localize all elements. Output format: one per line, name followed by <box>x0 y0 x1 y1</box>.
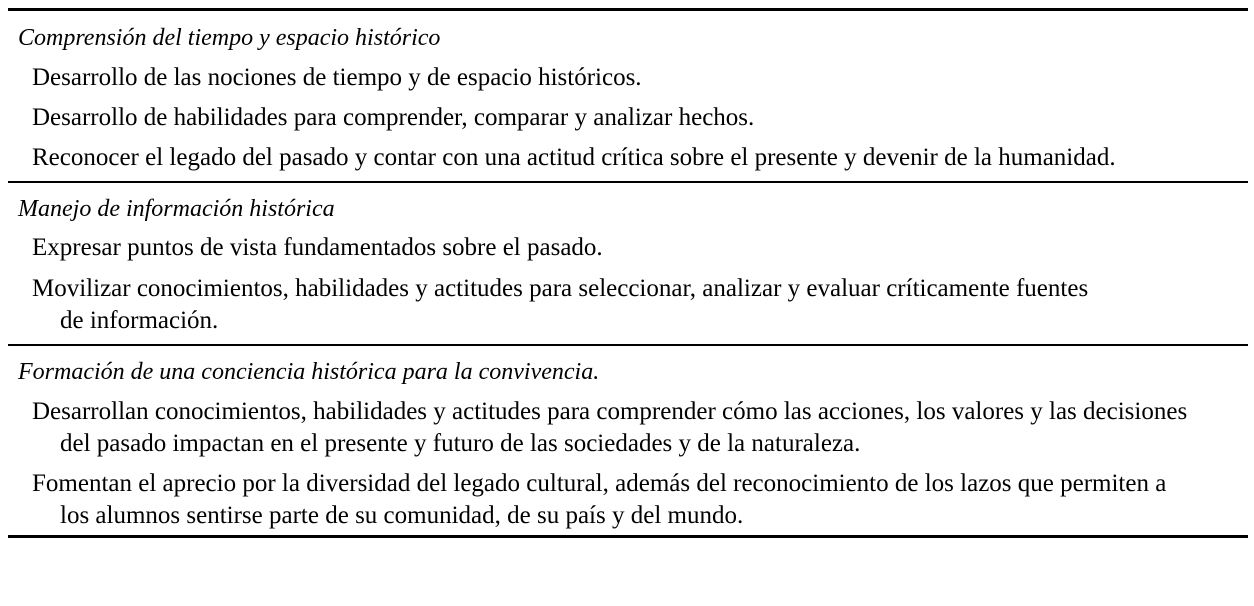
section-historical-consciousness <box>8 346 1248 535</box>
competencies-table <box>8 8 1248 538</box>
section-title: Formación de una conciencia histórica para la convivencia. <box>18 359 600 385</box>
list-item: Desarrollan conocimientos, habilidades y actitudes para comprender cómo las acciones, los valores y las decisiones del pasado impactan en el presente y futuro de las sociedades y de la naturaleza. <box>32 398 1188 457</box>
list-item: Expresar puntos de vista fundamentados sobre el pasado. <box>32 234 603 261</box>
section-historical-information <box>8 183 1248 344</box>
list-item: Desarrollo de habilidades para comprender, comparar y analizar hechos. <box>32 104 755 131</box>
list-item: Fomentan el aprecio por la diversidad del legado cultural, además del reconocimiento de los lazos que permiten a los alumnos sentirse parte de su comunidad, de su país y del mundo. <box>32 470 1167 529</box>
bottom-rule <box>8 535 1248 538</box>
list-item: Reconocer el legado del pasado y contar con una actitud crítica sobre el presente y devenir de la humanidad. <box>32 144 1116 171</box>
list-item: Movilizar conocimientos, habilidades y actitudes para seleccionar, analizar y evaluar críticamente fuentes de información. <box>32 275 1089 334</box>
section-title: Manejo de información histórica <box>18 196 335 222</box>
list-item: Desarrollo de las nociones de tiempo y de espacio históricos. <box>32 64 642 91</box>
section-time-space <box>8 11 1248 181</box>
section-title: Comprensión del tiempo y espacio histórico <box>18 25 441 51</box>
